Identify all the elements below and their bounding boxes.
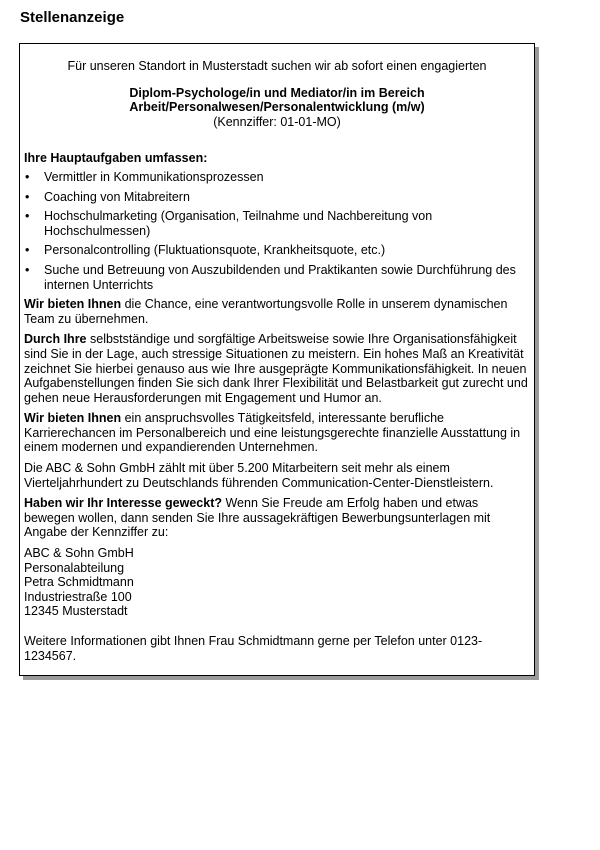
address-city: 12345 Musterstadt (24, 604, 128, 619)
company-paragraph: Die ABC & Sohn GmbH zählt mit über 5.200 Mitarbeitern seit mehr als einem Vierteljahrhundert zu Deutschlands führenden Communication-Center-Dienstleistern. (24, 461, 494, 490)
job-ad-box (19, 43, 535, 676)
offer-1-lead: Wir bieten Ihnen (24, 297, 122, 312)
list-item (24, 209, 530, 238)
tasks-heading: Ihre Hauptaufgaben umfassen: (24, 151, 208, 166)
task-text: Hochschulmarketing (Organisation, Teilnahme und Nachbereitung von Hochschulmessen) (44, 209, 433, 238)
bullet-icon: • (25, 169, 30, 184)
offer-2-lead: Wir bieten Ihnen (24, 411, 122, 426)
bullet-icon: • (25, 262, 30, 277)
page-heading: Stellenanzeige (20, 9, 125, 26)
list-item (24, 170, 530, 185)
interest-text: Wenn Sie Freude am Erfolg haben und etwas bewegen wollen, dann senden Sie Ihre aussagekräftigen Bewerbungsunterlagen mit Angabe der Kennziffer zu: (24, 496, 491, 540)
list-item (24, 243, 530, 258)
job-title-line-2: Arbeit/Personalwesen/Personalentwicklung (m/w) (129, 100, 425, 115)
address-department: Personalabteilung (24, 560, 125, 575)
interest-paragraph (24, 496, 530, 540)
bullet-icon: • (25, 189, 30, 204)
bullet-icon: • (25, 243, 30, 258)
offer-paragraph-2 (24, 411, 530, 455)
job-title-block (24, 86, 530, 130)
address-street: Industriestraße 100 (24, 589, 132, 604)
profile-text: selbstständige und sorgfältige Arbeitsweise sowie Ihre Organisationsfähigkeit sind Sie in der Lage, auch stressige Situationen zu meistern. Ein hohes Maß an Kreativität zeichnet Sie hierbei genauso aus wie Ihre ausgeprägte Kommunikationsfähigkeit. In neuen Aufgabenstellungen finden Sie sich dank Ihrer Flexibilität und Belastbarkeit gut zurecht und gehen neue Herausforderungen mit Engagement und Humor an. (24, 332, 528, 405)
address-block (24, 546, 530, 619)
task-text: Vermittler in Kommunikationsprozessen (44, 169, 264, 184)
task-text: Suche und Betreuung von Auszubildenden und Praktikanten sowie Durchführung des internen Unterrichts (44, 262, 516, 292)
job-title-line-1: Diplom-Psychologe/in und Mediator/in im Bereich (129, 85, 425, 100)
bullet-icon: • (25, 209, 30, 224)
task-text: Coaching von Mitabreitern (44, 189, 190, 204)
task-text: Personalcontrolling (Fluktuationsquote, Krankheitsquote, etc.) (44, 243, 386, 258)
address-contact-person: Petra Schmidtmann (24, 575, 134, 590)
contact-paragraph: Weitere Informationen gibt Ihnen Frau Schmidtmann gerne per Telefon unter 0123-1234567. (24, 634, 483, 663)
list-item (24, 263, 530, 292)
address-company: ABC & Sohn GmbH (24, 546, 134, 561)
offer-1-text: die Chance, eine verantwortungsvolle Rolle in unserem dynamischen Team zu übernehmen. (24, 297, 508, 326)
interest-lead: Haben wir Ihr Interesse geweckt? (24, 496, 222, 511)
profile-paragraph (24, 332, 530, 405)
profile-lead: Durch Ihre (24, 332, 87, 347)
offer-paragraph-1 (24, 297, 530, 326)
offer-2-text: ein anspruchsvolles Tätigkeitsfeld, interessante berufliche Karrierechancen im Personalbereich und eine leistungsgerechte finanzielle Ausstattung in einem modernen und expandierenden Unternehmen. (24, 411, 521, 455)
tasks-list (24, 170, 530, 292)
list-item (24, 190, 530, 205)
reference-number: (Kennziffer: 01-01-MO) (213, 114, 341, 129)
ad-intro: Für unseren Standort in Musterstadt suchen wir ab sofort einen engagierten (67, 59, 487, 73)
